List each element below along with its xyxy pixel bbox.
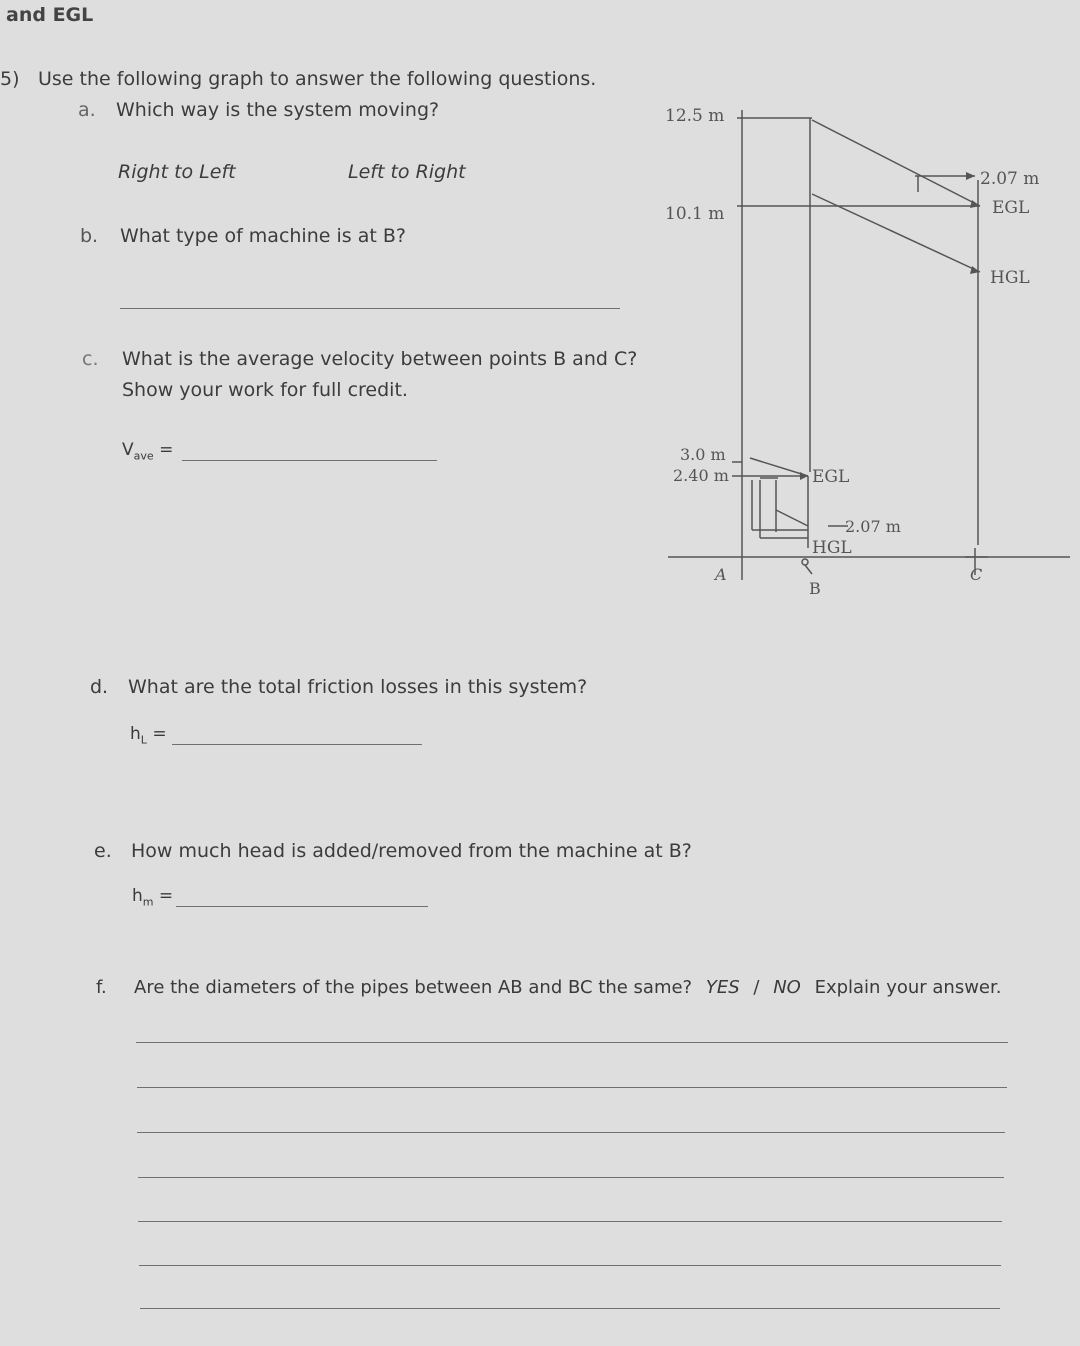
point-c: C (970, 565, 983, 584)
section-header: and EGL (6, 4, 94, 26)
egl-ab (750, 458, 808, 476)
v-eq: = (159, 440, 174, 460)
label-hgl-top: HGL (990, 268, 1030, 288)
label-egl-bottom: EGL (812, 467, 850, 487)
hl-eq: = (152, 724, 167, 744)
label-2-40: 2.40 m (673, 466, 729, 485)
option-left-to-right[interactable]: Left to Right (348, 161, 466, 183)
label-hgl-bottom: HGL (812, 538, 852, 558)
hm-sub: m (142, 895, 154, 909)
question-a-letter: a. (78, 99, 96, 121)
question-d-text: What are the total friction losses in this system? (128, 676, 588, 698)
question-d-letter: d. (90, 676, 109, 698)
hl-var: h (130, 724, 141, 744)
option-right-to-left[interactable]: Right to Left (118, 161, 236, 183)
question-b-letter: b. (80, 225, 99, 247)
option-slash: / (753, 977, 760, 998)
question-intro: Use the following graph to answer the following questions. (38, 68, 597, 90)
hl-sub: L (140, 733, 147, 747)
question-b-text: What type of machine is at B? (120, 225, 406, 247)
question-e-letter: e. (94, 840, 112, 862)
question-c-line2: Show your work for full credit. (122, 379, 408, 401)
v-var: V (122, 440, 134, 460)
hm-var: h (132, 886, 143, 906)
question-c-letter: c. (82, 348, 99, 370)
machine-b-icon (802, 559, 808, 565)
question-c-line1: What is the average velocity between points B and C? (122, 348, 638, 370)
explain-text: Explain your answer. (814, 977, 1002, 998)
label-egl-top: EGL (992, 198, 1030, 218)
label-10-1: 10.1 m (665, 204, 725, 224)
question-f-letter: f. (96, 977, 107, 998)
point-b: B (809, 579, 821, 598)
hm-eq: = (158, 886, 174, 906)
question-e-text: How much head is added/removed from the machine at B? (131, 840, 692, 862)
question-f-text: Are the diameters of the pipes between AB and BC the same? (134, 977, 693, 998)
label-3-0: 3.0 m (680, 445, 726, 464)
question-number: 5) (0, 68, 20, 90)
option-no[interactable]: NO (773, 977, 801, 998)
egl-bc (812, 120, 980, 206)
point-a: A (715, 565, 727, 584)
label-2-07-top: 2.07 m (980, 169, 1040, 189)
label-12-5: 12.5 m (665, 106, 725, 126)
v-sub: ave (133, 449, 154, 463)
question-a-text: Which way is the system moving? (116, 99, 440, 121)
option-yes[interactable]: YES (705, 977, 740, 998)
label-2-07-bottom: 2.07 m (845, 517, 901, 536)
